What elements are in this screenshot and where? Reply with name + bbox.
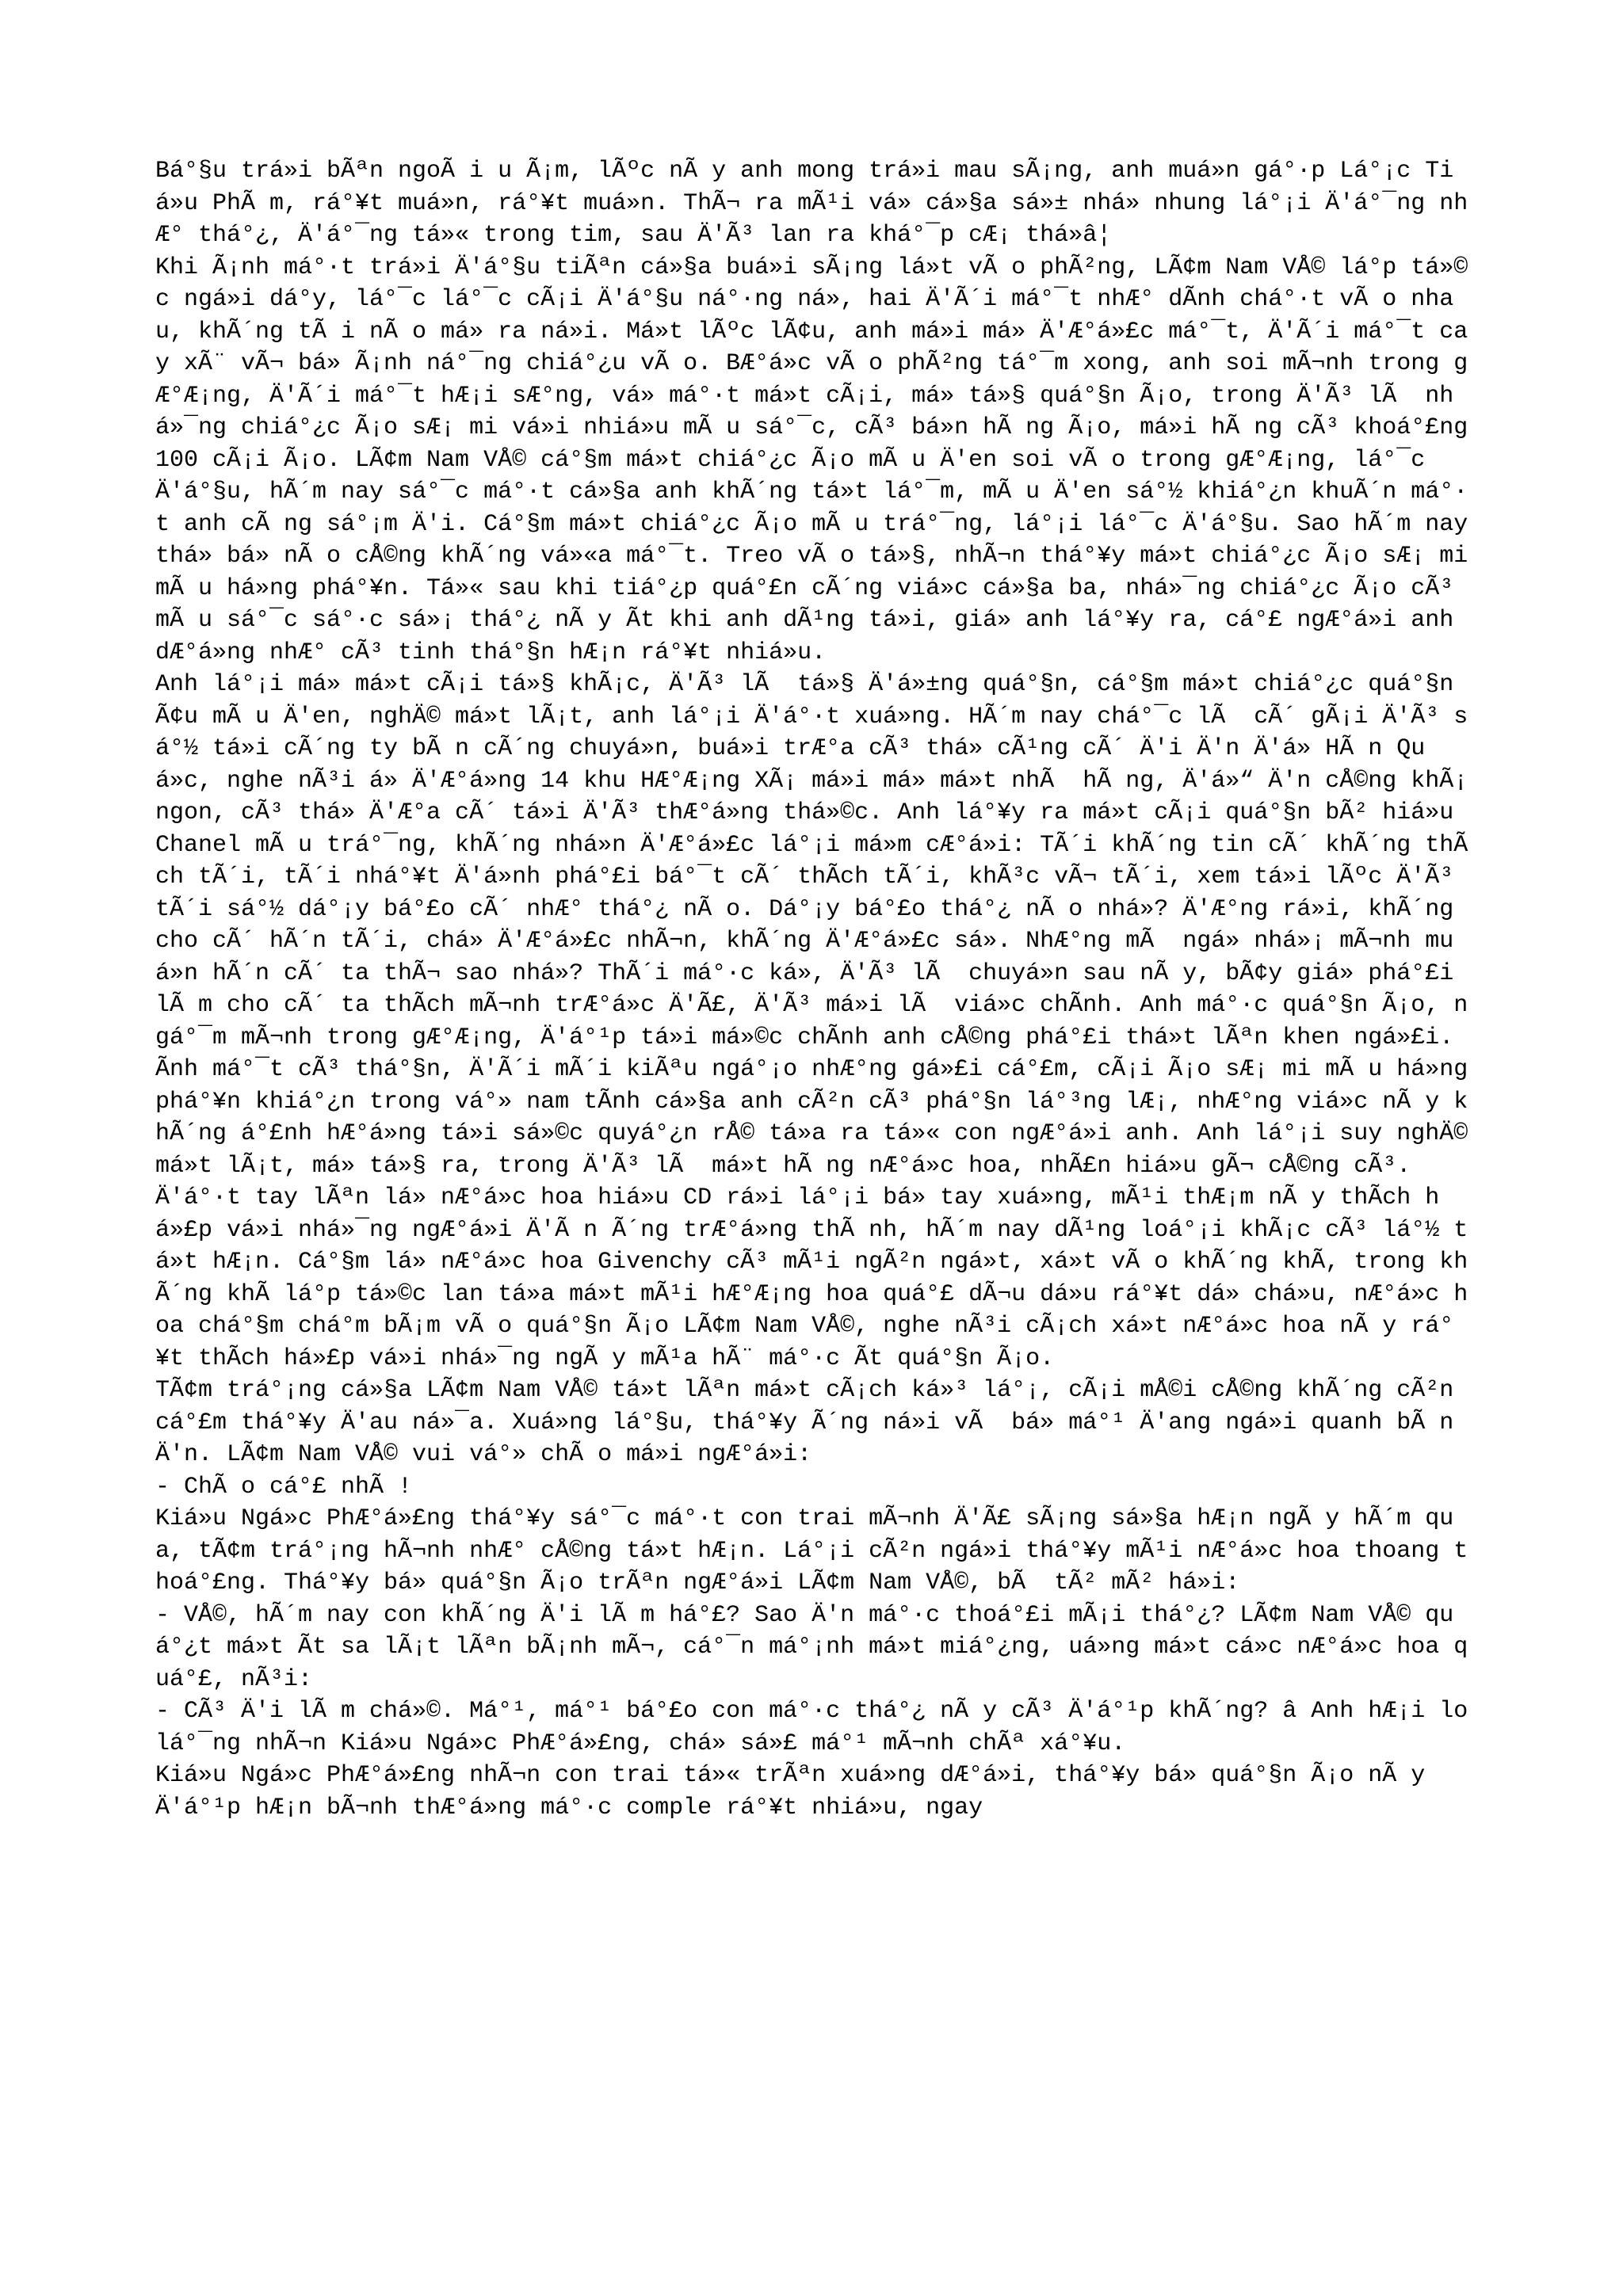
paragraph: - VÅ©, hÃ´m nay con khÃ´ng Ä'i lÃ m há°£? Sao Ä'n má°·c thoá°£i mÃ¡i thá°¿? LÃ¢m Nam VÅ© quá°¿t má»t Ãt sa lÃ¡t lÃªn bÃ¡nh mÃ¬, cá°¯n má°¡nh má»t miá°¿ng, uá»ng má»t cá»c nÆ°á»c hoa quá°£, nÃ³i:	[155, 1601, 1468, 1693]
paragraph: Kiá»u Ngá»c PhÆ°á»£ng thá°¥y sá°¯c má°·t con trai mÃ¬nh Ä'Ã£ sÃ¡ng sá»§a hÆ¡n ngÃ y hÃ´m qua, tÃ¢m trá°¡ng hÃ¬nh nhÆ° cÅ©ng tá»t hÆ¡n. Lá°¡i cÃ²n ngá»i thá°¥y mÃ¹i nÆ°á»c hoa thoang thoá°£ng. Thá°¥y bá» quá°§n Ã¡o trÃªn ngÆ°á»i LÃ¢m Nam VÅ©, bÃ tÃ² mÃ² há»i:	[155, 1505, 1468, 1596]
paragraph: Kiá»u Ngá»c PhÆ°á»£ng nhÃ¬n con trai tá»« trÃªn xuá»ng dÆ°á»i, thá°¥y bá» quá°§n Ã¡o nÃ y Ä'á°¹p hÆ¡n bÃ¬nh thÆ°á»ng má°·c comple rá°¥t nhiá»u, ngay	[155, 1762, 1440, 1821]
document-page	[155, 155, 1483, 1824]
paragraph: - CÃ³ Ä'i lÃ m chá»©. Má°¹, má°¹ bá°£o con má°·c thá°¿ nÃ y cÃ³ Ä'á°¹p khÃ´ng? â Anh hÆ¡i lo lá°¯ng nhÃ¬n Kiá»u Ngá»c PhÆ°á»£ng, chá» sá»£ má°¹ mÃ¬nh chÃª xá°¥u.	[155, 1698, 1483, 1757]
paragraph: Bá°§u trá»i bÃªn ngoÃ i u Ã¡m, lÃºc nÃ y anh mong trá»i mau sÃ¡ng, anh muá»n gá°·p Lá°¡c Tiá»u PhÃ m, rá°¥t muá»n, rá°¥t muá»n. ThÃ¬ ra mÃ¹i vá» cá»§a sá»± nhá» nhung lá°¡i Ä'á°¯ng nhÆ° thá°¿, Ä'á°¯ng tá»« trong tim, sau Ä'Ã³ lan ra khá°¯p cÆ¡ thá»â¦	[155, 158, 1468, 249]
paragraph: TÃ¢m trá°¡ng cá»§a LÃ¢m Nam VÅ© tá»t lÃªn má»t cÃ¡ch ká»³ lá°¡, cÃ¡i mÅ©i cÅ©ng khÃ´ng cÃ²n cá°£m thá°¥y Ä'au ná»¯a. Xuá»ng lá°§u, thá°¥y Ã´ng ná»i vÃ bá» má°¹ Ä'ang ngá»i quanh bÃ n Ä'n. LÃ¢m Nam VÅ© vui vá°» chÃ o má»i ngÆ°á»i:	[155, 1377, 1468, 1468]
paragraph: - ChÃ o cá°£ nhÃ !	[155, 1473, 413, 1501]
paragraph: Anh lá°¡i má» má»t cÃ¡i tá»§ khÃ¡c, Ä'Ã³ lÃ tá»§ Ä'á»±ng quá°§n, cá°§m má»t chiá°¿c quá°§n Ã¢u mÃ u Ä'en, nghÄ© má»t lÃ¡t, anh lá°¡i Ä'á°·t xuá»ng. HÃ´m nay chá°¯c lÃ cÃ´ gÃ¡i Ä'Ã³ sá°½ tá»i cÃ´ng ty bÃ n cÃ´ng chuyá»n, buá»i trÆ°a cÃ³ thá» cÃ¹ng cÃ´ Ä'i Ä'n Ä'á» HÃ n Quá»c, nghe nÃ³i á» Ä'Æ°á»ng 14 khu HÆ°Æ¡ng XÃ¡ má»i má» má»t nhÃ hÃ ng, Ä'á»“ Ä'n cÅ©ng khÃ¡ ngon, cÃ³ thá» Ä'Æ°a cÃ´ tá»i Ä'Ã³ thÆ°á»ng thá»©c. Anh lá°¥y ra má»t cÃ¡i quá°§n bÃ² hiá»u Chanel mÃ u trá°¯ng, khÃ´ng nhá»n Ä'Æ°á»£c lá°¡i má»m cÆ°á»i: TÃ´i khÃ´ng tin cÃ´ khÃ´ng thÃch tÃ´i, tÃ´i nhá°¥t Ä'á»nh phá°£i bá°¯t cÃ´ thÃch tÃ´i, khÃ³c vÃ¬ tÃ´i, xem tá»i lÃºc Ä'Ã³ tÃ´i sá°½ dá°¡y bá°£o cÃ´ nhÆ° thá°¿ nÃ o. Dá°¡y bá°£o thá°¿ nÃ o nhá»? Ä'Æ°ng rá»i, khÃ´ng cho cÃ´ hÃ´n tÃ´i, chá» Ä'Æ°á»£c nhÃ¬n, khÃ´ng Ä'Æ°á»£c sá». NhÆ°ng mÃ ngá» nhá»¡ mÃ¬nh muá»n hÃ´n cÃ´ ta thÃ¬ sao nhá»? ThÃ´i má°·c ká», Ä'Ã³ lÃ chuyá»n sau nÃ y, bÃ¢y giá» phá°£i lÃ m cho cÃ´ ta thÃch mÃ¬nh trÆ°á»c Ä'Ã£, Ä'Ã³ má»i lÃ viá»c chÃnh. Anh má°·c quá°§n Ã¡o, ngá°¯m mÃ¬nh trong gÆ°Æ¡ng, Ä'á°¹p tá»i má»©c chÃnh anh cÅ©ng phá°£i thá»t lÃªn khen ngá»£i. Ãnh má°¯t cÃ³ thá°§n, Ä'Ã´i mÃ´i kiÃªu ngá°¡o nhÆ°ng gá»£i cá°£m, cÃ¡i Ã¡o sÆ¡ mi mÃ u há»ng phá°¥n khiá°¿n trong vá°» nam tÃnh cá»§a anh cÃ²n cÃ³ phá°§n lá°³ng lÆ¡, nhÆ°ng viá»c nÃ y khÃ´ng á°£nh hÆ°á»ng tá»i sá»©c quyá°¿n rÅ© tá»a ra tá»« con ngÆ°á»i anh. Anh lá°¡i suy nghÄ© má»t lÃ¡t, má» tá»§ ra, trong Ä'Ã³ lÃ má»t hÃ ng nÆ°á»c hoa, nhÃ£n hiá»u gÃ¬ cÅ©ng cÃ³. Ä'á°·t tay lÃªn lá» nÆ°á»c hoa hiá»u CD rá»i lá°¡i bá» tay xuá»ng, mÃ¹i thÆ¡m nÃ y thÃch há»£p vá»i nhá»¯ng ngÆ°á»i Ä'Ã n Ã´ng trÆ°á»ng thÃ nh, hÃ´m nay dÃ¹ng loá°¡i khÃ¡c cÃ³ lá°½ tá»t hÆ¡n. Cá°§m lá» nÆ°á»c hoa Givenchy cÃ³ mÃ¹i ngÃ²n ngá»t, xá»t vÃ o khÃ´ng khÃ, trong khÃ´ng khÃ lá°p tá»©c lan tá»a má»t mÃ¹i hÆ°Æ¡ng hoa quá°£ dÃ¬u dá»u rá°¥t dá» chá»u, nÆ°á»c hoa chá°§m chá°m bÃ¡m vÃ o quá°§n Ã¡o LÃ¢m Nam VÅ©, nghe nÃ³i cÃ¡ch xá»t nÆ°á»c hoa nÃ y rá°¥t thÃch há»£p vá»i nhá»¯ng ngÃ y mÃ¹a hÃ¨ má°·c Ãt quá°§n Ã¡o.	[155, 671, 1483, 1372]
paragraph: Khi Ã¡nh má°·t trá»i Ä'á°§u tiÃªn cá»§a buá»i sÃ¡ng lá»t vÃ o phÃ²ng, LÃ¢m Nam VÅ© lá°p tá»©c ngá»i dá°y, lá°¯c lá°¯c cÃ¡i Ä'á°§u ná°·ng ná», hai Ä'Ã´i má°¯t nhÆ° dÃnh chá°·t vÃ o nhau, khÃ´ng tÃ i nÃ o má» ra ná»i. Má»t lÃºc lÃ¢u, anh má»i má» Ä'Æ°á»£c má°¯t, Ä'Ã´i má°¯t cay xÃ¨ vÃ¬ bá» Ã¡nh ná°¯ng chiá°¿u vÃ o. BÆ°á»c vÃ o phÃ²ng tá°¯m xong, anh soi mÃ¬nh trong gÆ°Æ¡ng, Ä'Ã´i má°¯t hÆ¡i sÆ°ng, vá» má°·t má»t cÃ¡i, má» tá»§ quá°§n Ã¡o, trong Ä'Ã³ lÃ nhá»¯ng chiá°¿c Ã¡o sÆ¡ mi vá»i nhiá»u mÃ u sá°¯c, cÃ³ bá»n hÃ ng Ã¡o, má»i hÃ ng cÃ³ khoá°£ng 100 cÃ¡i Ã¡o. LÃ¢m Nam VÅ© cá°§m má»t chiá°¿c Ã¡o mÃ u Ä'en soi vÃ o trong gÆ°Æ¡ng, lá°¯c Ä'á°§u, hÃ´m nay sá°¯c má°·t cá»§a anh khÃ´ng tá»t lá°¯m, mÃ u Ä'en sá°½ khiá°¿n khuÃ´n má°·t anh cÃ ng sá°¡m Ä'i. Cá°§m má»t chiá°¿c Ã¡o mÃ u trá°¯ng, lá°¡i lá°¯c Ä'á°§u. Sao hÃ´m nay thá» bá» nÃ o cÅ©ng khÃ´ng vá»«a má°¯t. Treo vÃ o tá»§, nhÃ¬n thá°¥y má»t chiá°¿c Ã¡o sÆ¡ mi mÃ u há»ng phá°¥n. Tá»« sau khi tiá°¿p quá°£n cÃ´ng viá»c cá»§a ba, nhá»¯ng chiá°¿c Ã¡o cÃ³ mÃ u sá°¯c sá°·c sá»¡ thá°¿ nÃ y Ãt khi anh dÃ¹ng tá»i, giá» anh lá°¥y ra, cá°£ ngÆ°á»i anh dÆ°á»ng nhÆ° cÃ³ tinh thá°§n hÆ¡n rá°¥t nhiá»u.	[155, 254, 1483, 666]
